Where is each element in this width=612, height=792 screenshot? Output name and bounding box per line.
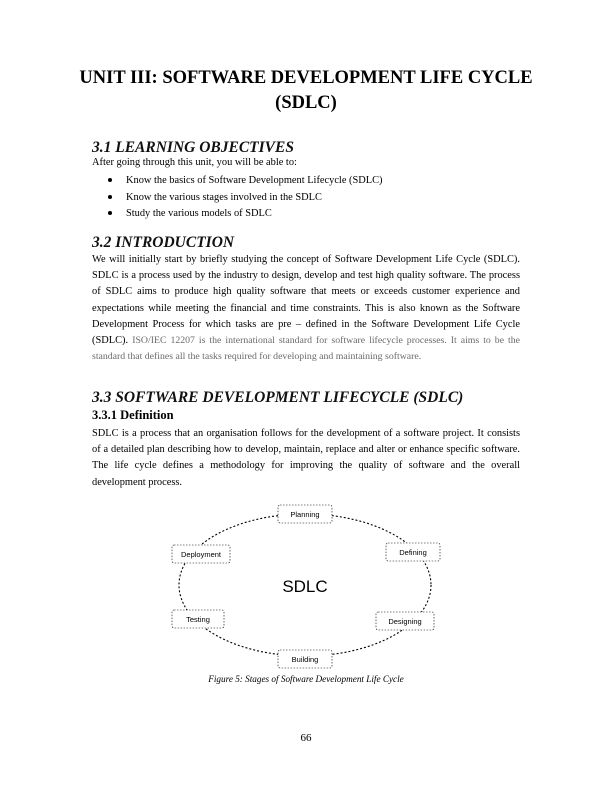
iso-standard-note: ISO/IEC 12207 is the international standard for software lifecycle processes. It aims to be the standard that defines all the tasks required for developing and maintaining software. xyxy=(92,335,520,363)
list-item: Know the various stages involved in the SDLC xyxy=(108,190,383,207)
stage-label: Building xyxy=(291,655,319,664)
stage-label: Planning xyxy=(290,510,320,519)
list-item: Study the various models of SDLC xyxy=(108,206,383,223)
stage-label: Designing xyxy=(388,617,422,626)
stage-deployment xyxy=(172,545,230,563)
list-item: Know the basics of Software Development Lifecycle (SDLC) xyxy=(108,173,383,190)
figure-caption: Figure 5: Stages of Software Development Life Cycle xyxy=(208,674,404,684)
learning-objectives-heading: 3.1 LEARNING OBJECTIVES xyxy=(92,139,294,156)
sdlc-section-heading: 3.3 SOFTWARE DEVELOPMENT LIFECYCLE (SDLC) xyxy=(92,389,464,406)
introduction-paragraph xyxy=(92,252,520,365)
sdlc-cycle-diagram xyxy=(160,500,450,670)
page-number: 66 xyxy=(300,732,312,744)
stage-defining xyxy=(386,543,440,561)
objectives-intro: After going through this unit, you will be able to: xyxy=(92,157,297,168)
definition-subheading: 3.3.1 Definition xyxy=(92,408,174,422)
introduction-heading: 3.2 INTRODUCTION xyxy=(92,234,235,251)
stage-label: Testing xyxy=(186,615,210,624)
stage-building xyxy=(278,650,332,668)
sdlc-center-label: SDLC xyxy=(282,577,328,596)
stage-label: Deployment xyxy=(180,550,222,559)
introduction-text: We will initially start by briefly studying the concept of Software Development Life Cycle (SDLC). SDLC is a process used by the industry to design, develop and test high quality software. The process of SDLC aims to produce high quality software that meets or exceeds customer experience and expectations while meeting the financial and time constraints. This is also known as the Software Development Process for which tasks are pre – defined in the Software Development Life Cycle (SDLC). xyxy=(92,254,520,347)
definition-paragraph: SDLC is a process that an organisation follows for the development of a software project. It consists of a detailed plan describing how to develop, maintain, replace and alter or enhance specific software. The life cycle defines a methodology for improving the quality of software and the overall development process. xyxy=(92,428,520,488)
stage-testing xyxy=(172,610,224,628)
page-title xyxy=(60,66,552,116)
title-line-1: UNIT III: SOFTWARE DEVELOPMENT LIFE CYCLE xyxy=(79,68,533,88)
objectives-list xyxy=(108,173,383,223)
title-line-2: (SDLC) xyxy=(275,93,337,113)
stage-designing xyxy=(376,612,434,630)
stage-planning xyxy=(278,505,332,523)
stage-label: Defining xyxy=(399,548,427,557)
